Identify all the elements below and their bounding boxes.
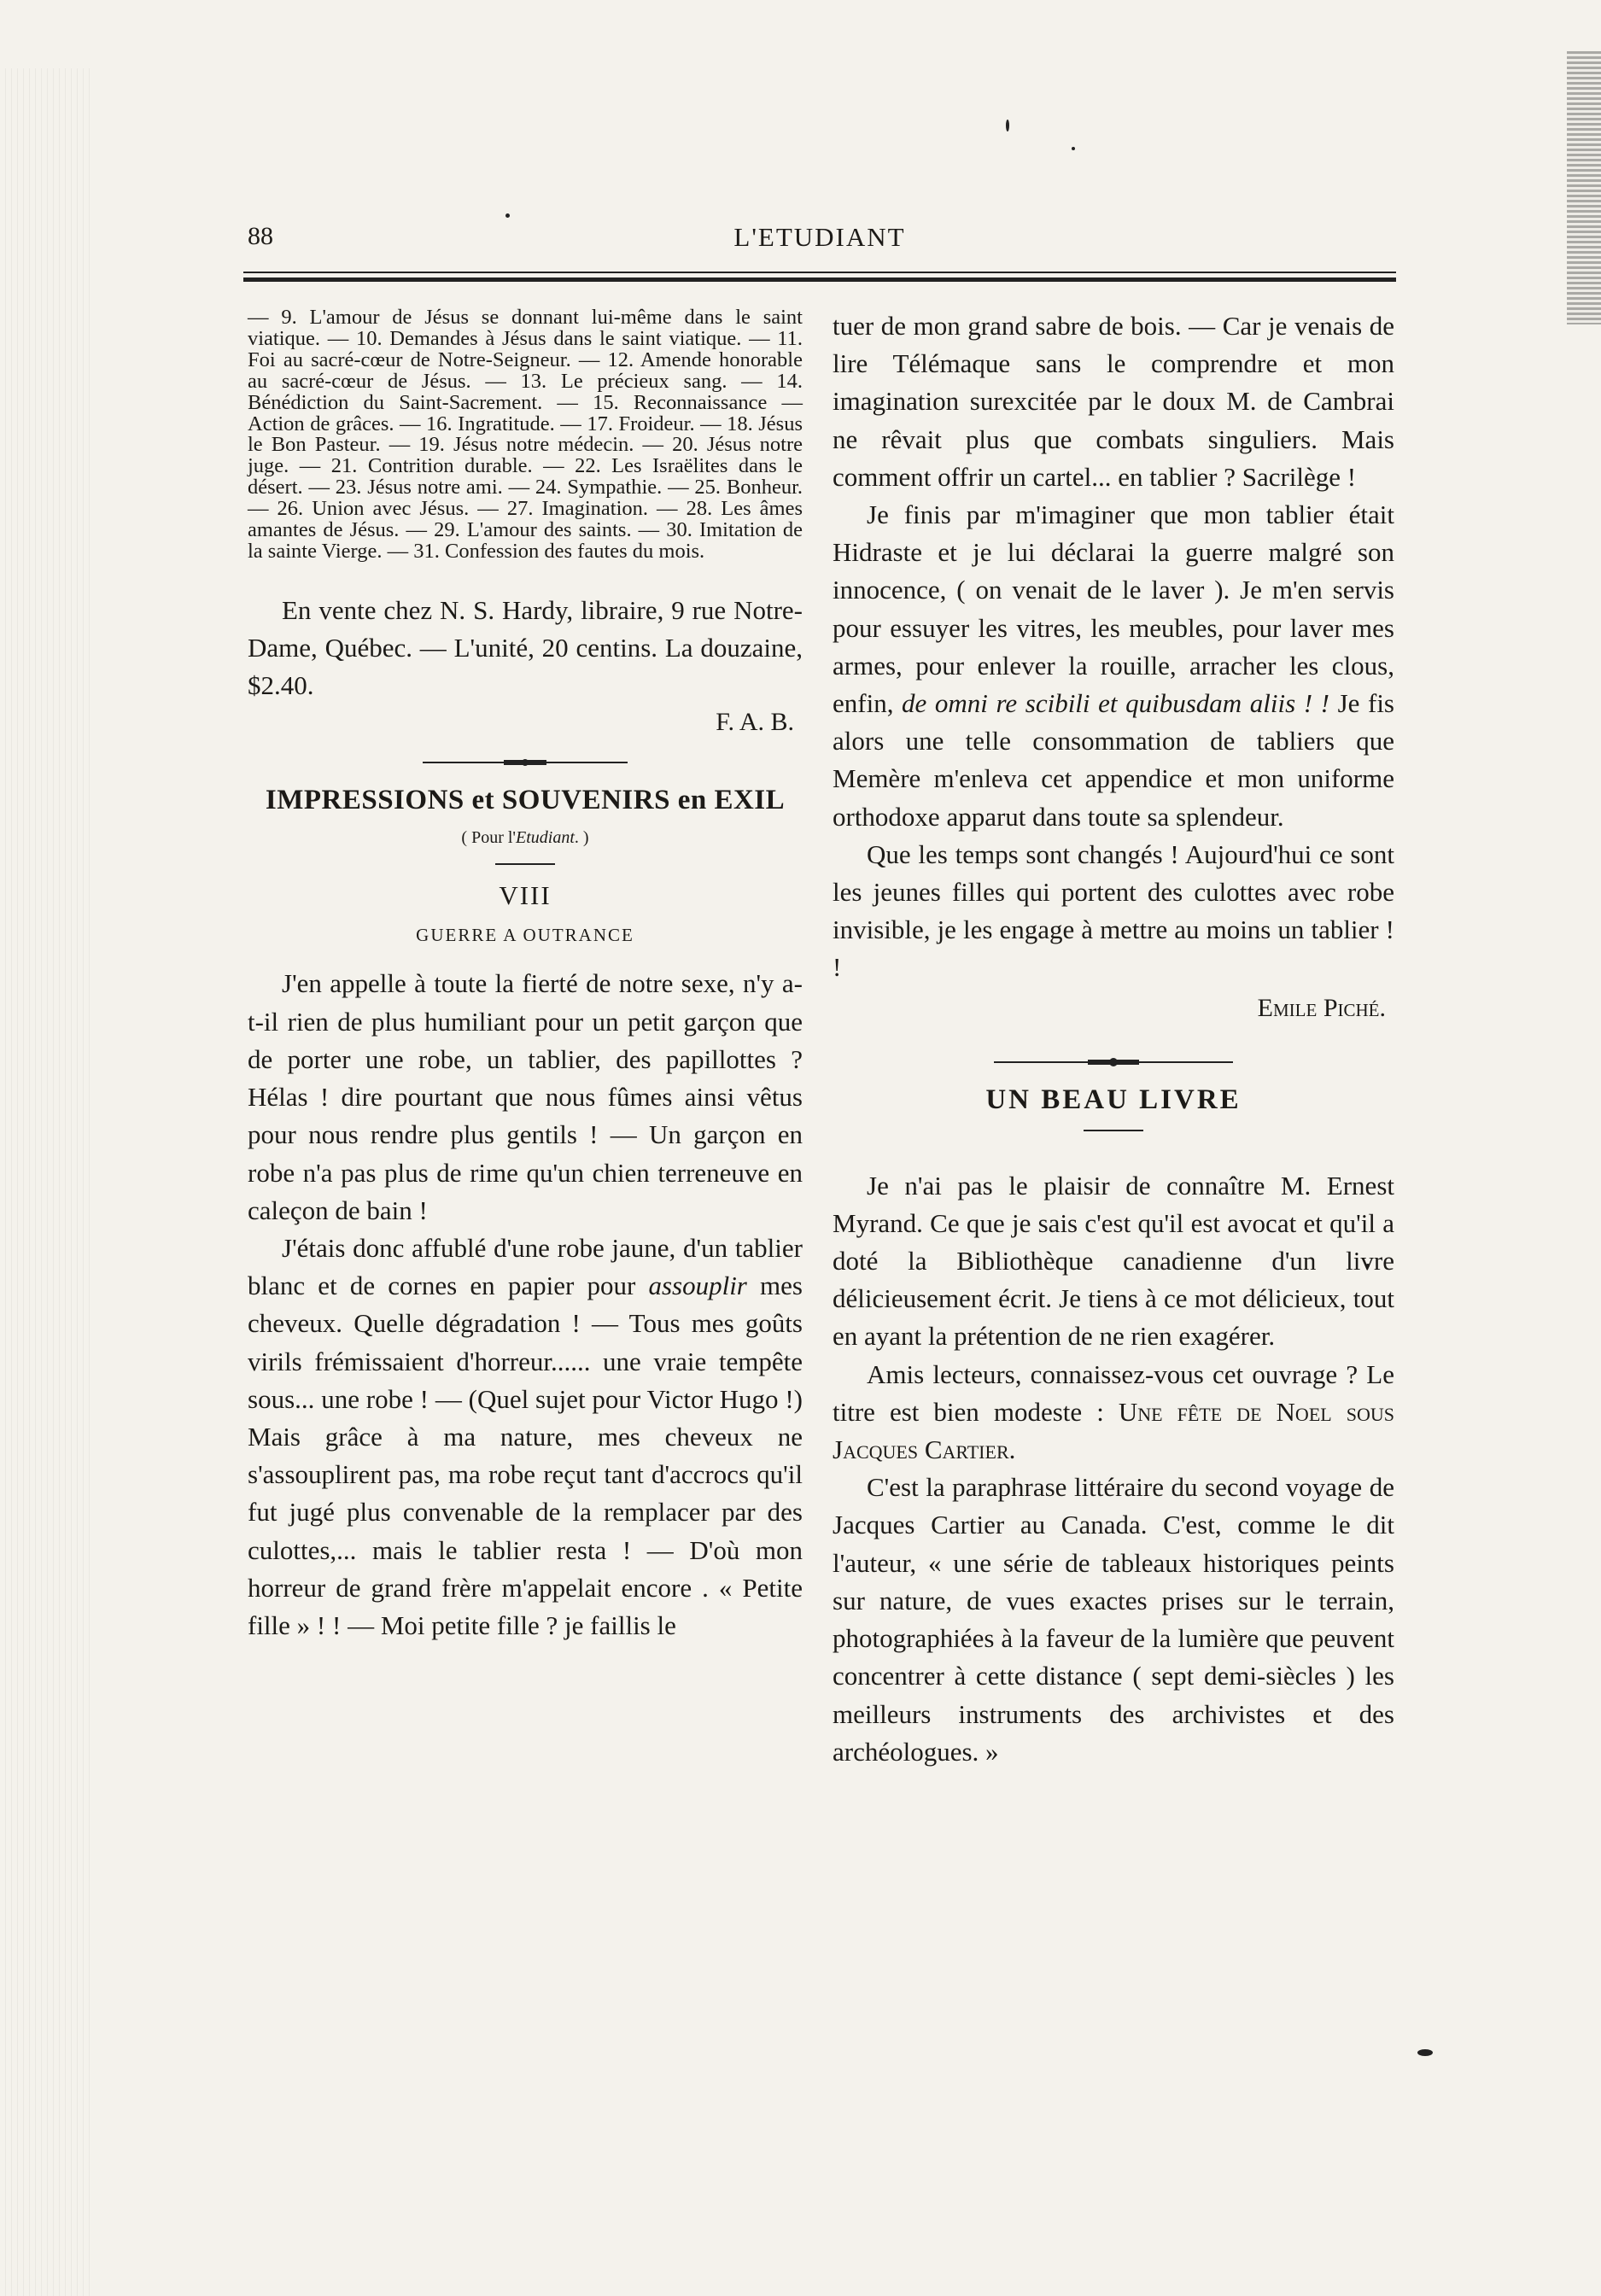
page-header: [248, 218, 1392, 260]
ornamental-divider: [994, 1057, 1233, 1067]
section-number: VIII: [499, 880, 552, 911]
paragraph: Que les temps sont changés ! Aujourd'hui ce sont les jeunes filles qui portent des culottes avec robe invisible, je les engage à mettre au moins un tablier ! !: [833, 838, 1394, 983]
right-column: [833, 307, 1394, 1771]
page-number: 88: [248, 222, 273, 250]
scan-right-edge-noise: [1567, 51, 1601, 324]
for-journal-line: ( Pour l'Etudiant. ): [461, 828, 589, 848]
scan-left-margin-noise: [0, 68, 94, 2296]
article-title-beau-livre: UN BEAU LIVRE: [985, 1084, 1242, 1115]
book-title: Une fête de Noel sous Jacques Cartier.: [833, 1396, 1394, 1465]
ink-speck: [1006, 120, 1009, 131]
short-rule: [495, 863, 555, 865]
section-title: GUERRE A OUTRANCE: [416, 925, 634, 946]
running-title: L'ETUDIANT: [733, 222, 906, 252]
paragraph: J'en appelle à toute la fierté de notre sexe, n'y a-t-il rien de plus humiliant pour un petit garçon que de porter une robe, un tablier, des papillottes ? Hélas ! dire pourtant que nous fûmes ainsi vêtus pour nous rendre plus gentils ! — Un garçon en robe n'a pas plus de rime qu'un chien terreneuve en caleçon de bain !: [248, 968, 803, 1225]
paragraph: Je finis par m'imaginer que mon tablier était Hidraste et je lui déclarai la guerre malgré son innocence, ( on venait de le laver ). Je m'en servis pour essuyer les vitres, les meubles, pour laver mes armes, pour enlever la rouille, arracher les clous, enfin, de omni re scibili et quibusdam aliis ! ! Je fis alors une telle consommation de tabliers que Memère m'enleva cet appendice et mon uniforme orthodoxe apparut dans toute sa splendeur.: [833, 500, 1394, 832]
ink-speck: [1072, 147, 1075, 150]
paragraph: C'est la paraphrase littéraire du second voyage de Jacques Cartier au Canada. C'est, comme le dit l'auteur, « une série de tableaux historiques peints sur nature, de vues exactes prises sur le terrain, photographiées à la faveur de la lumière que peuvent concentrer à cette distance ( sept demi-siècles ) les meilleurs instruments des archivistes et des archéologues. »: [833, 1472, 1394, 1767]
ornamental-divider: [423, 757, 628, 768]
signature-emile-piche: Emile Piché.: [1257, 993, 1386, 1022]
left-column: [248, 307, 803, 1645]
sale-notice: En vente chez N. S. Hardy, libraire, 9 rue Notre-Dame, Québec. — L'unité, 20 centins. La douzaine, $2.40.: [248, 594, 803, 701]
paragraph: Je n'ai pas le plaisir de connaître M. Ernest Myrand. Ce que je sais c'est qu'il est avocat et qu'il a doté la Bibliothèque canadienne d'un livre délicieusement écrit. Je tiens à ce mot délicieux, tout en ayant la prétention de ne rien exagérer.: [833, 1170, 1394, 1352]
paragraph-continued: tuer de mon grand sabre de bois. — Car je venais de lire Télémaque sans le comprendre et mon imagination surexcitée par le doux M. de Cambrai ne rêvait plus que combats singuliers. Mais comment offrir un cartel... en tablier ? Sacrilège !: [833, 311, 1394, 492]
short-rule: [1084, 1130, 1143, 1131]
ink-speck: [1417, 2049, 1433, 2056]
header-double-rule: [243, 272, 1396, 285]
paragraph: J'étais donc affublé d'une robe jaune, d'un tablier blanc et de cornes en papier pour assouplir mes cheveux. Quelle dégradation ! — Tous mes goûts virils frémissaient d'horreur...... une vraie tempête sous... une robe ! — (Quel sujet pour Victor Hugo !) Mais grâce à ma nature, mes cheveux ne s'assouplirent pas, ma robe reçut tant d'accrocs qu'il fut jugé plus convenable de la remplacer par des culottes,... mais le tablier resta ! — D'où mon horreur de grand frère m'appelait encore . « Petite fille » ! ! — Moi petite fille ? je faillis le: [248, 1232, 803, 1640]
article-title-impressions: IMPRESSIONS et SOUVENIRS en EXIL: [265, 785, 786, 816]
contents-list: — 9. L'amour de Jésus se donnant lui-même dans le saint viatique. — 10. Demandes à Jésus dans le saint viatique. — 11. Foi au sacré-cœur de Notre-Seigneur. — 12. Amende honorable au sacré-cœur de Jésus. — 13. Le précieux sang. — 14. Bénédiction du Saint-Sacrement. — 15. Reconnaissance — Action de grâces. — 16. Ingratitude. — 17. Froideur. — 18. Jésus le Bon Pasteur. — 19. Jésus notre médecin. — 20. Jésus notre juge. — 21. Contrition durable. — 22. Les Israëlites dans le désert. — 23. Jésus notre ami. — 24. Sympathie. — 25. Bonheur. — 26. Union avec Jésus. — 27. Imagination. — 28. Les âmes amantes de Jésus. — 29. L'amour des saints. — 30. Imitation de la sainte Vierge. — 31. Confession des fautes du mois.: [248, 306, 803, 563]
paragraph: Amis lecteurs, connaissez-vous cet ouvrage ? Le titre est bien modeste : Une fête de Noel sous Jacques Cartier.: [833, 1358, 1394, 1465]
signature-fab: F. A. B.: [716, 708, 794, 737]
